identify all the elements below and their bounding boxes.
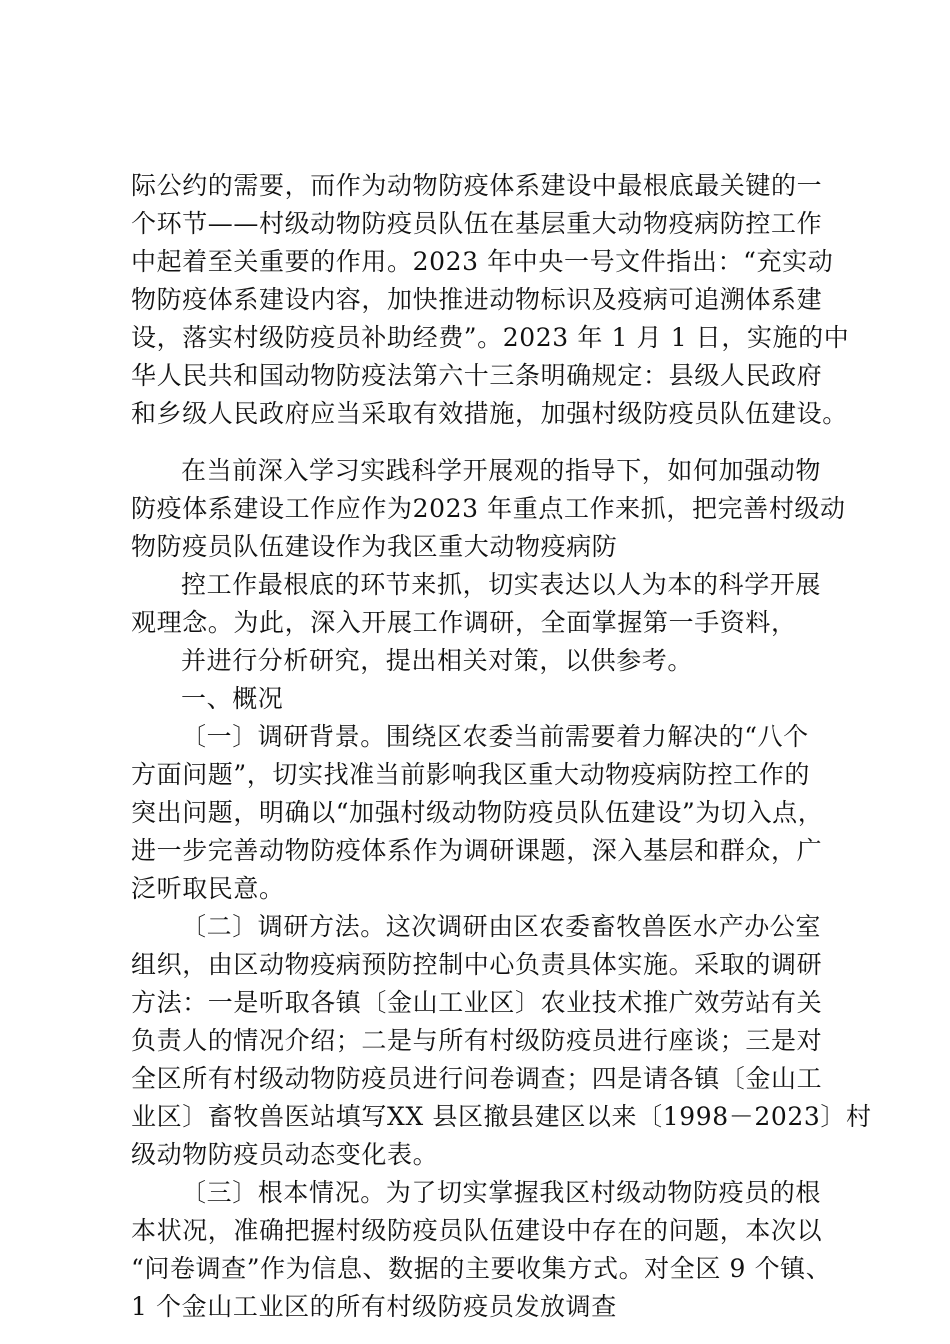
text-line: 业区〕畜牧兽医站填写XX 县区撤县建区以来〔1998－2023〕村 <box>131 1102 872 1131</box>
text-line: 观理念。为此，深入开展工作调研，全面掌握第一手资料， <box>131 608 797 637</box>
text-line: 本状况，准确把握村级防疫员队伍建设中存在的问题，本次以 <box>131 1216 823 1245</box>
text-line: 〔一〕调研背景。围绕区农委当前需要着力解决的“八个 <box>181 722 809 751</box>
text-line: 际公约的需要，而作为动物防疫体系建设中最根底最关键的一 <box>131 171 823 200</box>
text-line: 防疫体系建设工作应作为2023 年重点工作来抓，把完善村级动 <box>131 494 846 523</box>
text-line: 个环节——村级动物防疫员队伍在基层重大动物疫病防控工作 <box>131 209 823 238</box>
text-line: 方法：一是听取各镇〔金山工业区〕农业技术推广效劳站有关 <box>131 988 823 1017</box>
text-line: 和乡级人民政府应当采取有效措施，加强村级防疫员队伍建设。 <box>131 399 848 428</box>
text-line: 泛听取民意。 <box>131 874 285 903</box>
text-line: 在当前深入学习实践科学开展观的指导下，如何加强动物 <box>181 456 822 485</box>
text-line: 中起着至关重要的作用。2023 年中央一号文件指出：“充实动 <box>131 247 834 276</box>
text-line: 华人民共和国动物防疫法第六十三条明确规定：县级人民政府 <box>131 361 823 390</box>
text-line: 设，落实村级防疫员补助经费”。2023 年 1 月 1 日，实施的中 <box>131 323 850 352</box>
section-heading: 一、概况 <box>181 684 284 713</box>
text-line: 级动物防疫员动态变化表。 <box>131 1140 439 1169</box>
text-line: 并进行分析研究，提出相关对策，以供参考。 <box>181 646 694 675</box>
text-line: 突出问题，明确以“加强村级动物防疫员队伍建设”为切入点， <box>131 798 824 827</box>
text-line: 〔二〕调研方法。这次调研由区农委畜牧兽医水产办公室 <box>181 912 822 941</box>
text-line: 方面问题”，切实找准当前影响我区重大动物疫病防控工作的 <box>131 760 810 789</box>
text-line: 物防疫体系建设内容，加快推进动物标识及疫病可追溯体系建 <box>131 285 823 314</box>
text-line: 1 个金山工业区的所有村级防疫员发放调查 <box>131 1292 617 1321</box>
text-line: 物防疫员队伍建设作为我区重大动物疫病防 <box>131 532 618 561</box>
text-line: 全区所有村级动物防疫员进行问卷调查；四是请各镇〔金山工 <box>131 1064 823 1093</box>
text-line: 负责人的情况介绍；二是与所有村级防疫员进行座谈；三是对 <box>131 1026 823 1055</box>
text-line: 组织，由区动物疫病预防控制中心负责具体实施。采取的调研 <box>131 950 823 979</box>
text-line: 〔三〕根本情况。为了切实掌握我区村级动物防疫员的根 <box>181 1178 822 1207</box>
text-line: “问卷调查”作为信息、数据的主要收集方式。对全区 9 个镇、 <box>131 1254 832 1283</box>
text-line: 控工作最根底的环节来抓，切实表达以人为本的科学开展 <box>181 570 822 599</box>
text-line: 进一步完善动物防疫体系作为调研课题，深入基层和群众，广 <box>131 836 823 865</box>
